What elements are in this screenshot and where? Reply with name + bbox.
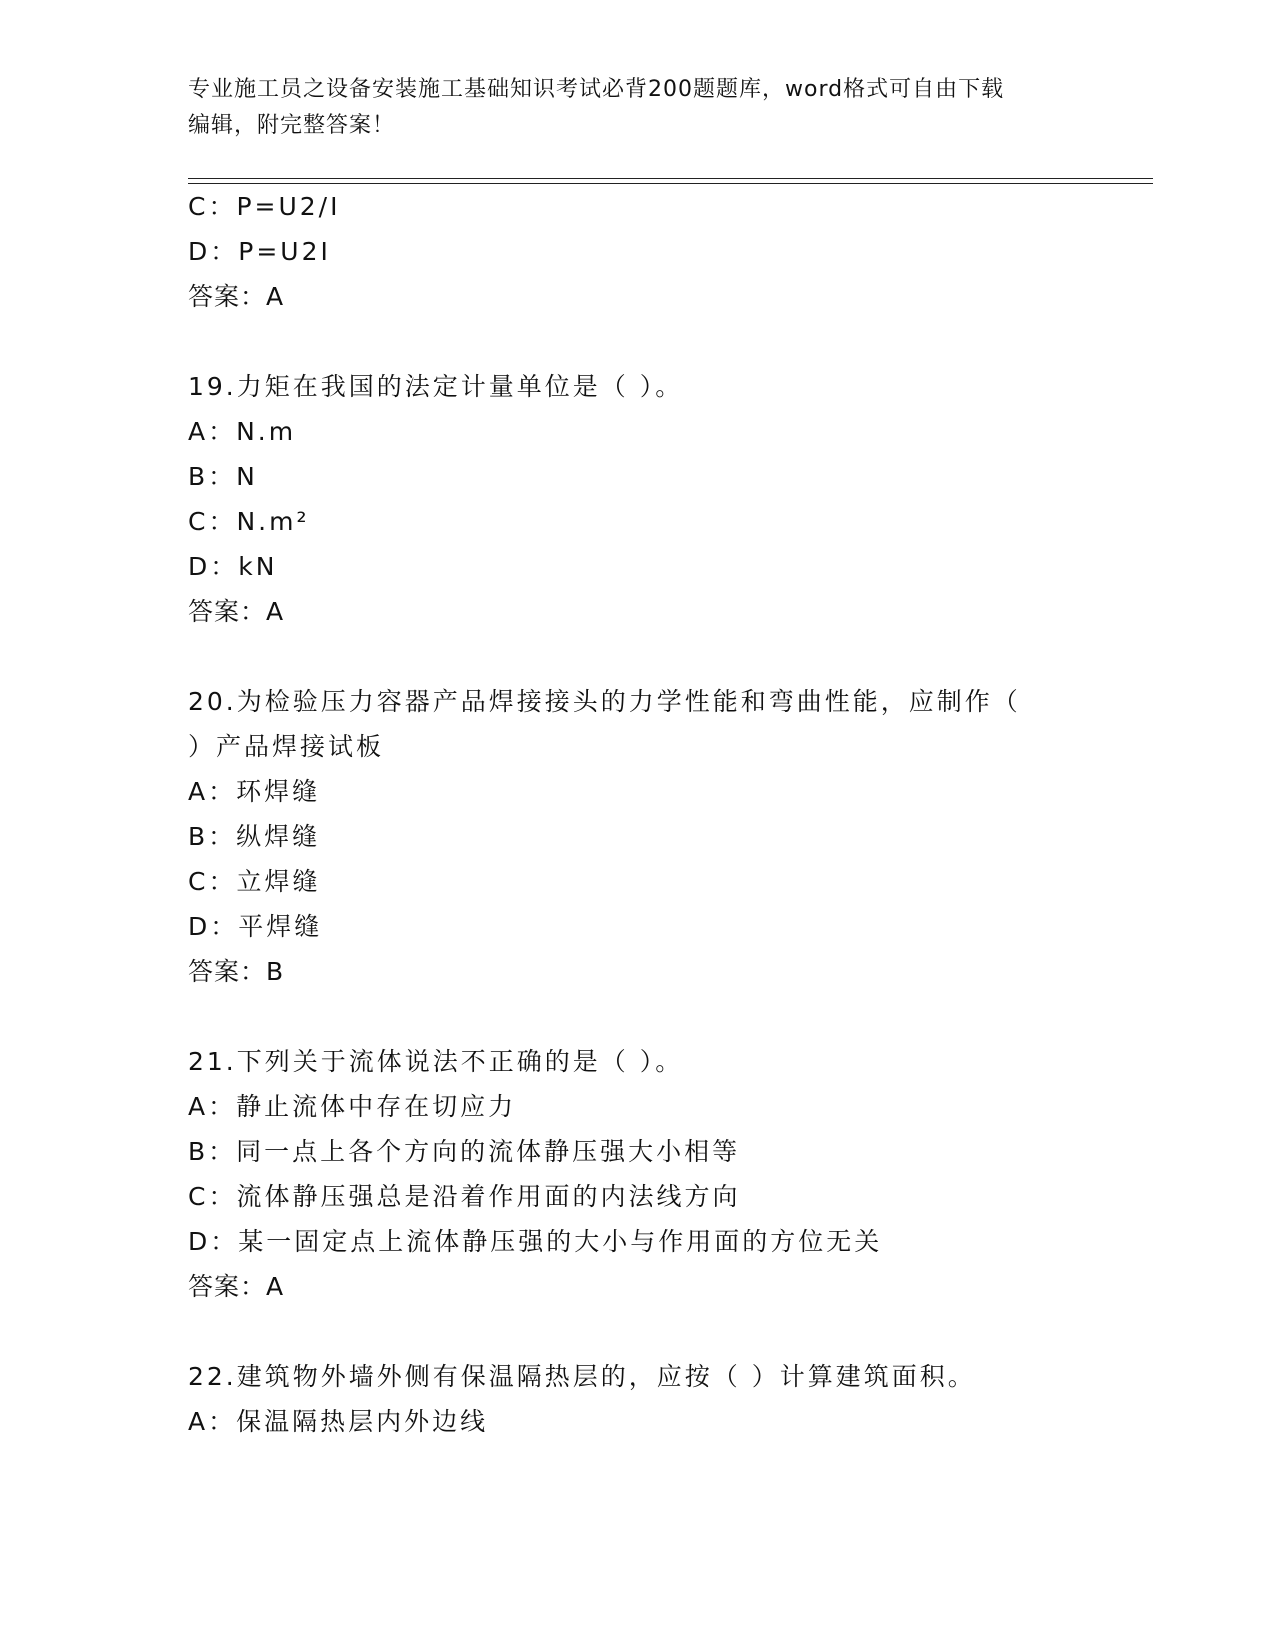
q22-option-a: A：保温隔热层内外边线 xyxy=(188,1407,489,1436)
header-title-line-2: 编辑，附完整答案！ xyxy=(188,113,396,138)
q19-option-a: A：N.m xyxy=(188,417,297,446)
q19-option-d: D：kN xyxy=(188,552,278,581)
q21-option-a: A：静止流体中存在切应力 xyxy=(188,1092,517,1121)
prev-answer: 答案：A xyxy=(188,282,285,311)
q21-option-d: D：某一固定点上流体静压强的大小与作用面的方位无关 xyxy=(188,1227,883,1256)
q20-answer: 答案：B xyxy=(188,957,285,986)
q20-option-c: C：立焊缝 xyxy=(188,867,321,896)
q20-question-line-1: 20.为检验压力容器产品焊接接头的力学性能和弯曲性能，应制作（ xyxy=(188,687,1021,716)
header-title-line-1: 专业施工员之设备安装施工基础知识考试必背200题题库，word格式可自由下载 xyxy=(188,77,1005,102)
q19-question: 19.力矩在我国的法定计量单位是（ ）。 xyxy=(188,372,684,401)
q20-option-a: A：环焊缝 xyxy=(188,777,321,806)
header-divider-top xyxy=(188,178,1153,179)
q20-option-d: D：平焊缝 xyxy=(188,912,323,941)
prev-option-c: C：P=U2/I xyxy=(188,192,341,221)
q21-option-b: B：同一点上各个方向的流体静压强大小相等 xyxy=(188,1137,741,1166)
header-divider-bottom xyxy=(188,183,1153,184)
q21-question: 21.下列关于流体说法不正确的是（ ）。 xyxy=(188,1047,684,1076)
document-header xyxy=(188,72,1088,144)
q21-option-c: C：流体静压强总是沿着作用面的内法线方向 xyxy=(188,1182,741,1211)
q19-answer: 答案：A xyxy=(188,597,285,626)
q21-answer: 答案：A xyxy=(188,1272,285,1301)
q20-option-b: B：纵焊缝 xyxy=(188,822,321,851)
q20-question-line-2: ）产品焊接试板 xyxy=(188,732,385,761)
prev-option-d: D：P=U2I xyxy=(188,237,331,266)
q22-question: 22.建筑物外墙外侧有保温隔热层的，应按（ ）计算建筑面积。 xyxy=(188,1362,976,1391)
q19-option-b: B：N xyxy=(188,462,258,491)
q19-option-c: C：N.m² xyxy=(188,507,310,536)
